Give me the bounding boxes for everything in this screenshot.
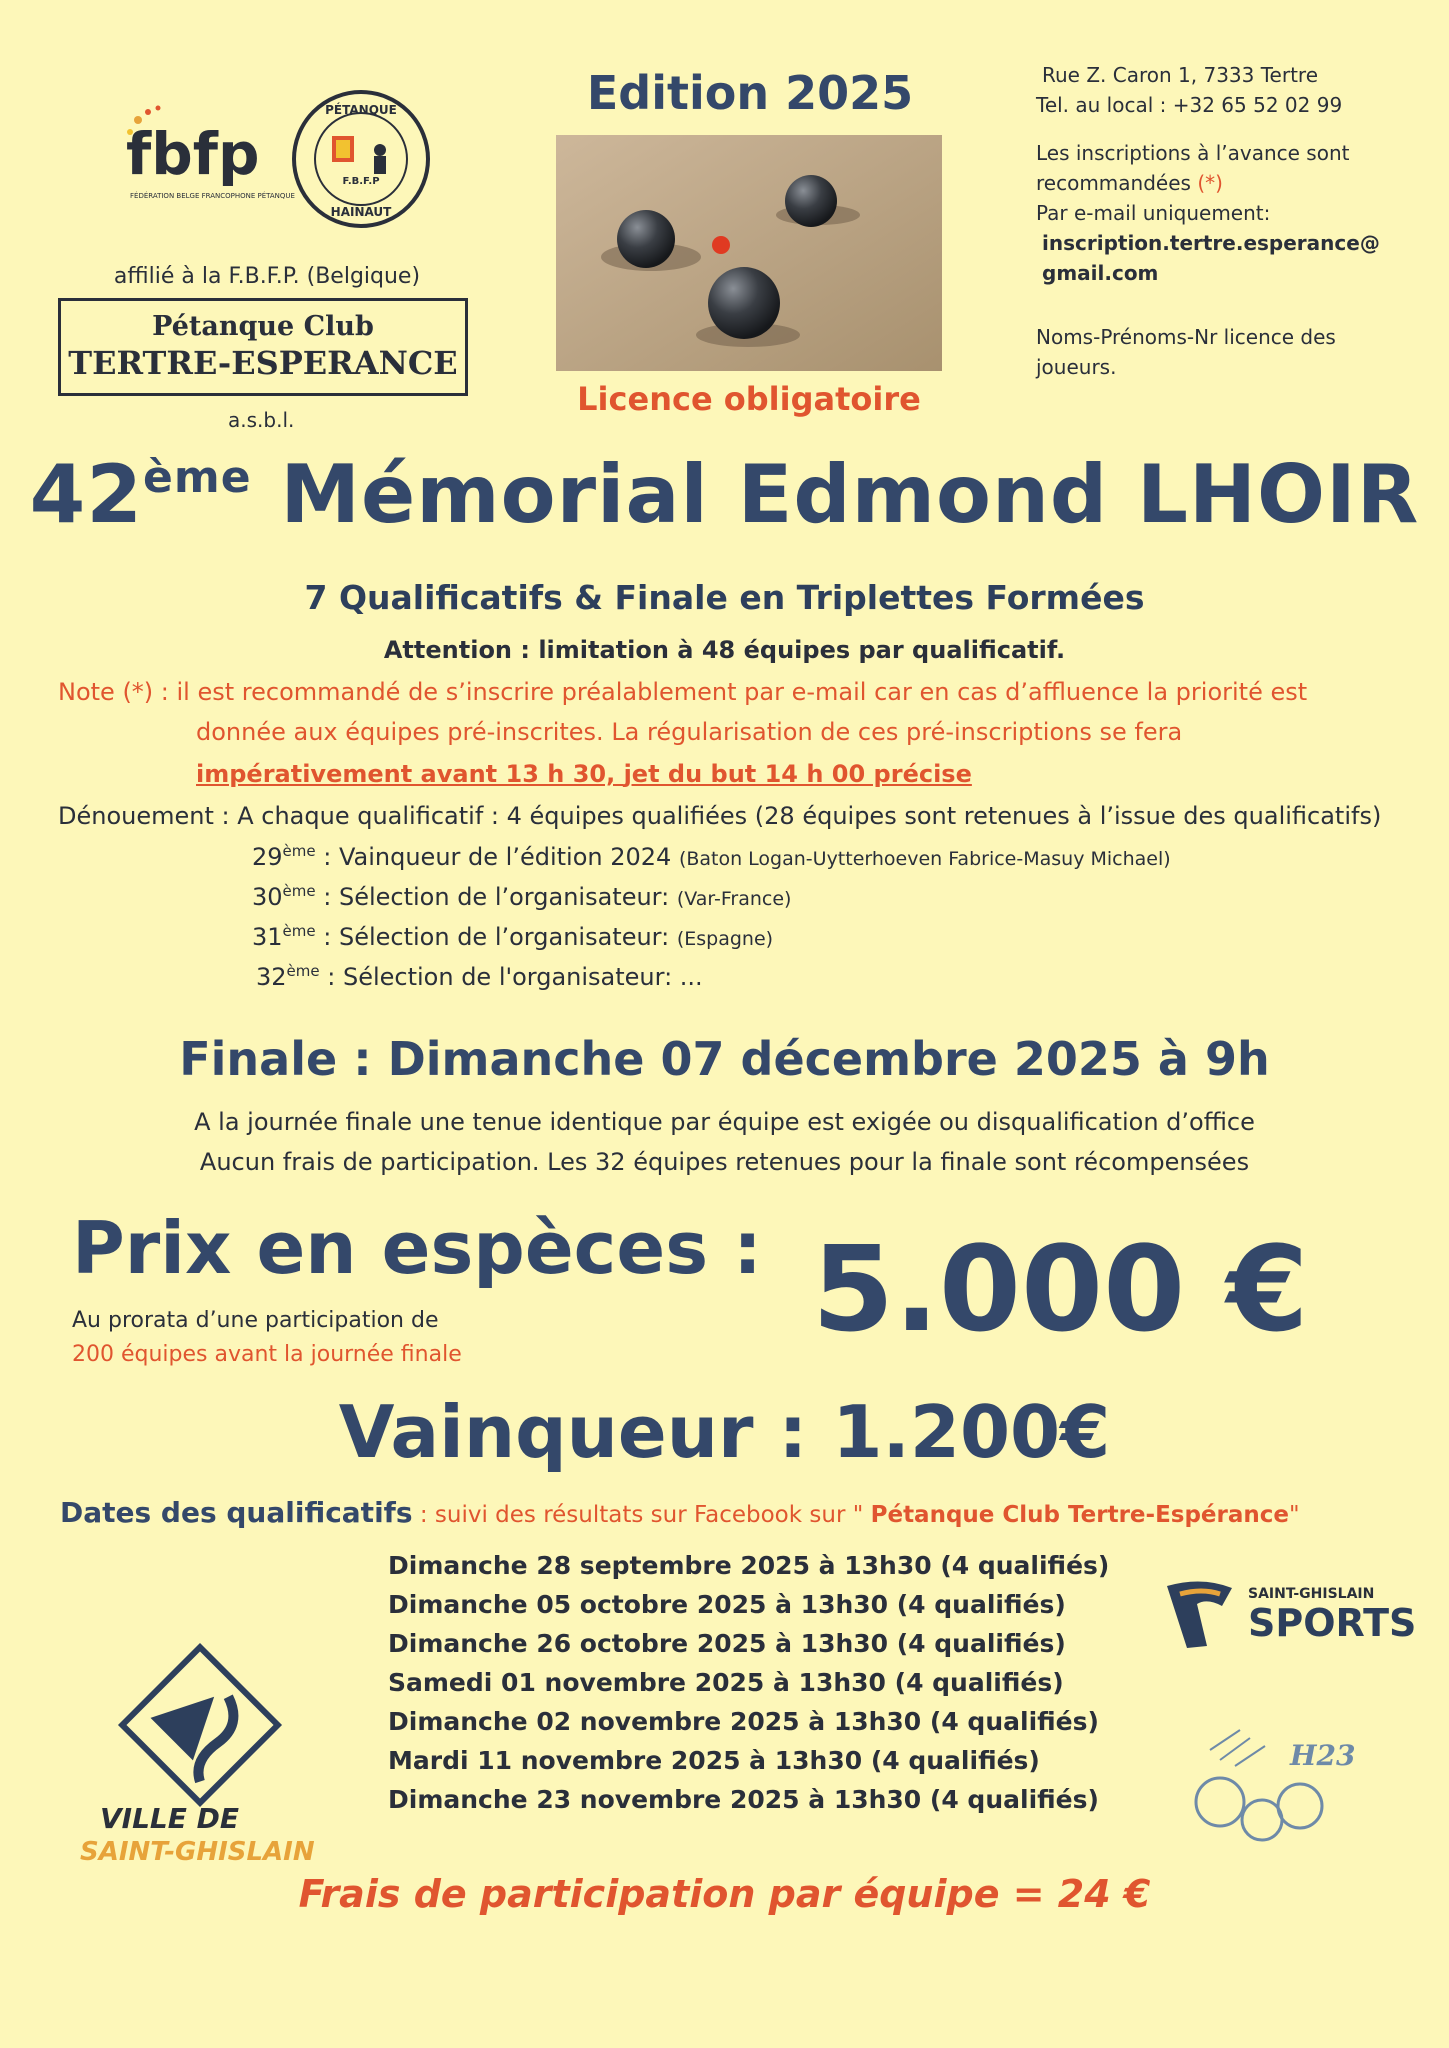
rank-text: : Sélection de l’organisateur: bbox=[315, 883, 677, 911]
rank-32 bbox=[256, 962, 703, 991]
inscription-line2: recommandées bbox=[1036, 171, 1191, 195]
names-line1: Noms-Prénoms-Nr licence des bbox=[1036, 325, 1336, 349]
note-line3-deadline: impérativement avant 13 h 30, bbox=[196, 760, 624, 788]
note-line1: Note (*) : il est recommandé de s’inscrire préalablement par e-mail car en cas d’affluence la priorité est bbox=[58, 678, 1308, 706]
rank-suffix: ème bbox=[286, 962, 320, 980]
finale-fees: Aucun frais de participation. Les 32 équipes retenues pour la finale sont récompensées bbox=[199, 1148, 1250, 1176]
qualifier-dates-title: Dates des qualificatifs bbox=[60, 1496, 413, 1529]
note-line3 bbox=[196, 760, 972, 788]
asbl-text: a.s.b.l. bbox=[228, 408, 295, 432]
qualifier-dates-heading bbox=[60, 1496, 1300, 1529]
club-name-box bbox=[58, 298, 468, 396]
rank-detail: (Baton Logan-Uytterhoeven Fabrice-Masuy Michael) bbox=[678, 848, 1171, 870]
event-title bbox=[0, 448, 1449, 541]
event-title-number: 42 bbox=[29, 448, 143, 541]
rank-detail: (Var-France) bbox=[676, 888, 792, 910]
club-name-line2: TERTRE-ESPERANCE bbox=[68, 344, 458, 382]
rank-suffix: ème bbox=[282, 842, 316, 860]
qualifier-date: Dimanche 02 novembre 2025 à 13h30 (4 qualifiés) bbox=[388, 1707, 1099, 1736]
rank-29 bbox=[252, 842, 1171, 871]
petanque-logo-bottom-text: HAINAUT bbox=[330, 205, 392, 219]
email-label: Par e-mail uniquement: bbox=[1036, 201, 1271, 225]
qualifier-date: Dimanche 23 novembre 2025 à 13h30 (4 qualifiés) bbox=[388, 1785, 1099, 1814]
contact-block bbox=[1036, 60, 1416, 382]
petanque-hainaut-logo bbox=[290, 88, 432, 230]
qualifier-date: Dimanche 26 octobre 2025 à 13h30 (4 qualifiés) bbox=[388, 1629, 1066, 1658]
winner-prize: Vainqueur : 1.200€ bbox=[338, 1390, 1111, 1474]
sports-logo-line2: SPORTS bbox=[1248, 1601, 1417, 1645]
sports-logo-line1: SAINT-GHISLAIN bbox=[1248, 1586, 1375, 1602]
rank-text: : Sélection de l'organisateur: ... bbox=[319, 963, 703, 991]
note-line3-start: jet du but 14 h 00 précise bbox=[623, 760, 972, 788]
qualifier-date: Dimanche 28 septembre 2025 à 13h30 (4 qualifiés) bbox=[388, 1551, 1110, 1580]
rank-detail: (Espagne) bbox=[676, 928, 774, 950]
qualifier-date: Mardi 11 novembre 2025 à 13h30 (4 qualifiés) bbox=[388, 1746, 1040, 1775]
prorata-line2: 200 équipes avant la journée finale bbox=[72, 1342, 462, 1367]
fbfp-logo-text: fbfp bbox=[126, 120, 260, 188]
address: Rue Z. Caron 1, 7333 Tertre bbox=[1042, 63, 1318, 87]
ville-saint-ghislain-logo bbox=[70, 1650, 330, 1870]
saint-ghislain-sports-logo bbox=[1162, 1576, 1417, 1656]
note-line2: donnée aux équipes pré-inscrites. La régularisation de ces pré-inscriptions se fera bbox=[196, 718, 1183, 746]
cash-prize-heading: Prix en espèces : bbox=[72, 1206, 762, 1290]
event-subtitle: 7 Qualificatifs & Finale en Triplettes Formées bbox=[304, 578, 1145, 617]
petanque-logo-top-text: PÉTANQUE bbox=[325, 103, 397, 117]
rank-suffix: ème bbox=[282, 922, 316, 940]
rank-number: 31 bbox=[252, 923, 283, 951]
ville-logo-line2: SAINT-GHISLAIN bbox=[80, 1837, 315, 1867]
inscription-mark: (*) bbox=[1197, 171, 1223, 195]
rank-number: 29 bbox=[252, 843, 283, 871]
h23-logo bbox=[1180, 1710, 1365, 1855]
event-title-suffix: ème bbox=[143, 452, 252, 503]
attention-notice: Attention : limitation à 48 équipes par qualificatif. bbox=[383, 636, 1066, 664]
petanque-balls-photo bbox=[556, 135, 942, 371]
club-name-line1: Pétanque Club bbox=[152, 311, 374, 342]
team-fee-notice: Frais de participation par équipe = 24 € bbox=[298, 1872, 1151, 1916]
rank-31 bbox=[252, 922, 773, 951]
quote-close: " bbox=[1289, 1502, 1300, 1528]
rank-30 bbox=[252, 882, 791, 911]
telephone: Tel. au local : +32 65 52 02 99 bbox=[1036, 93, 1343, 117]
event-title-text: Mémorial Edmond LHOIR bbox=[251, 448, 1420, 541]
prorata-line1: Au prorata d’une participation de bbox=[72, 1308, 439, 1333]
finale-title: Finale : Dimanche 07 décembre 2025 à 9h bbox=[179, 1032, 1270, 1086]
facebook-page-name: Pétanque Club Tertre-Espérance bbox=[870, 1502, 1290, 1528]
petanque-logo-mid-text: F.B.F.P bbox=[342, 176, 380, 187]
edition-title: Edition 2025 bbox=[586, 66, 914, 120]
fbfp-logo-subtext: FÉDÉRATION BELGE FRANCOPHONE PÉTANQUE bbox=[130, 192, 295, 200]
affiliation-text: affilié à la F.B.F.P. (Belgique) bbox=[113, 264, 421, 289]
rank-suffix: ème bbox=[282, 882, 316, 900]
rank-number: 32 bbox=[256, 963, 287, 991]
qualifier-dates-list bbox=[388, 1546, 1109, 1819]
qualifier-results-note: : suivi des résultats sur Facebook sur " bbox=[412, 1502, 871, 1528]
ville-logo-line1: VILLE DE bbox=[100, 1802, 240, 1835]
h23-logo-text: H23 bbox=[1290, 1739, 1356, 1772]
qualifier-date: Dimanche 05 octobre 2025 à 13h30 (4 qualifiés) bbox=[388, 1590, 1066, 1619]
fbfp-logo bbox=[118, 100, 295, 210]
names-line2: joueurs. bbox=[1036, 355, 1117, 379]
denouement-text: Dénouement : A chaque qualificatif : 4 équipes qualifiées (28 équipes sont retenues à l’issue des qualificatifs) bbox=[58, 802, 1382, 830]
inscription-line1: Les inscriptions à l’avance sont bbox=[1036, 141, 1350, 165]
email-address-line2[interactable]: gmail.com bbox=[1042, 261, 1159, 285]
rank-number: 30 bbox=[252, 883, 283, 911]
cash-prize-amount: 5.000 € bbox=[812, 1220, 1309, 1358]
email-address-line1[interactable]: inscription.tertre.esperance@ bbox=[1042, 231, 1380, 255]
licence-notice: Licence obligatoire bbox=[577, 380, 921, 418]
finale-dress-code: A la journée finale une tenue identique par équipe est exigée ou disqualification d’office bbox=[194, 1108, 1255, 1136]
rank-text: : Vainqueur de l’édition 2024 bbox=[315, 843, 679, 871]
rank-text: : Sélection de l’organisateur: bbox=[315, 923, 677, 951]
qualifier-date: Samedi 01 novembre 2025 à 13h30 (4 qualifiés) bbox=[388, 1668, 1064, 1697]
